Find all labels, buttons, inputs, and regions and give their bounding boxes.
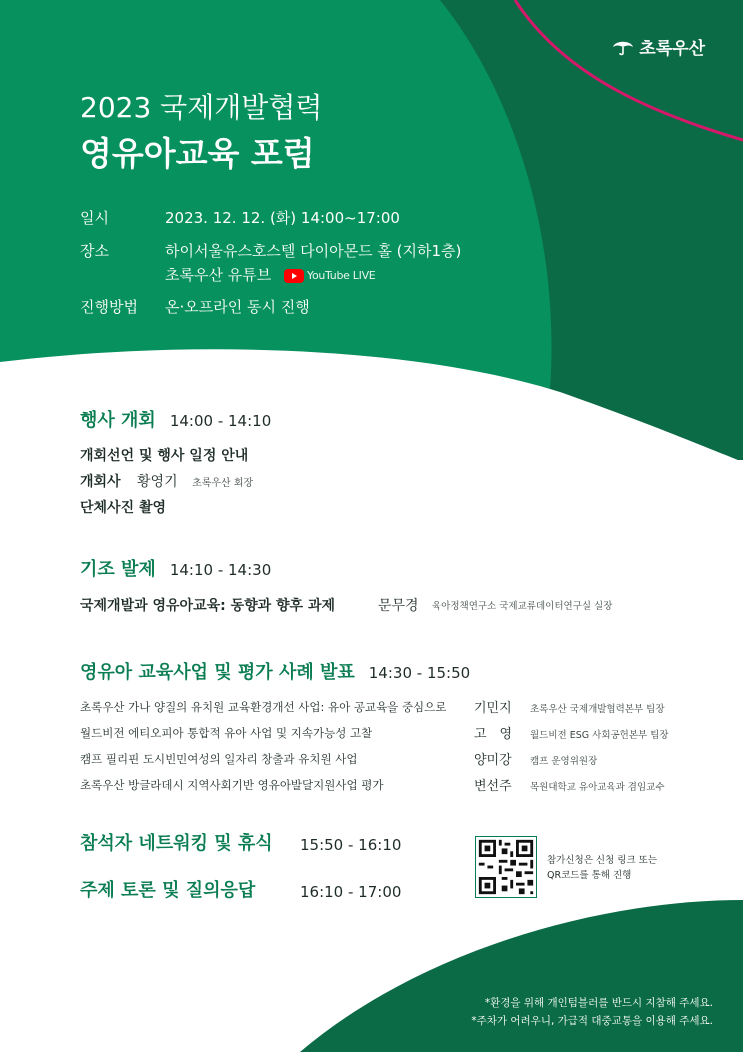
qr-note-line2: QR코드를 통해 진행 <box>547 870 632 881</box>
cases-time: 14:30 - 15:50 <box>368 664 471 682</box>
section-cases-title <box>80 658 470 684</box>
opening-item2 <box>80 471 253 491</box>
online-row <box>165 264 375 285</box>
opening-item1: 개회선언 및 행사 일정 안내 <box>80 448 249 464</box>
youtube-badge[interactable] <box>284 269 375 283</box>
date-value: 2023. 12. 12. (화) 14:00~17:00 <box>165 209 400 227</box>
opening-item3: 단체사진 촬영 <box>80 500 167 516</box>
opening-item2-label: 개회사 <box>80 474 121 490</box>
case-affiliation-4: 목원대학교 유아교육과 겸임교수 <box>530 782 665 793</box>
date-label: 일시 <box>80 209 109 227</box>
qr-note-line1: 참가신청은 신청 링크 또는 <box>547 855 658 866</box>
opening-title: 행사 개회 <box>80 410 156 431</box>
footer-note2: *주차가 어려우니, 가급적 대중교통을 이용해 주세요. <box>471 1015 713 1027</box>
case-topic-1: 초록우산 가나 양질의 유치원 교육환경개선 사업: 유아 공교육을 중심으로 <box>80 700 447 714</box>
networking-time: 15:50 - 16:10 <box>300 836 402 854</box>
title-line1: 2023 국제개발협력 <box>80 91 323 124</box>
keynote-title: 기조 발제 <box>80 559 156 580</box>
case-topic-3: 캠프 필리핀 도시빈민여성의 일자리 창출과 유치원 사업 <box>80 752 358 766</box>
brand-logo <box>612 34 705 59</box>
title-line2: 영유아교육 포럼 <box>80 134 315 173</box>
case-affiliation-3: 캠프 운영위원장 <box>530 756 598 767</box>
footer-note1: *환경을 위해 개인텀블러를 반드시 지참해 주세요. <box>484 997 713 1009</box>
method-value: 온·오프라인 동시 진행 <box>165 298 310 316</box>
section-opening-title <box>80 406 271 432</box>
umbrella-icon <box>612 38 634 56</box>
place-value: 하이서울유스호스텔 다이아몬드 홀 (지하1층) <box>165 242 462 260</box>
section-keynote-title <box>80 555 271 581</box>
logo-text: 초록우산 <box>639 39 705 59</box>
opening-item2-role: 초록우산 회장 <box>192 478 254 489</box>
keynote-affiliation: 육아정책연구소 국제교류데이터연구실 실장 <box>432 601 613 612</box>
case-topic-2: 월드비전 에티오피아 통합적 유아 사업 및 지속가능성 고찰 <box>80 726 373 740</box>
case-speaker-2: 고 영 <box>474 727 513 742</box>
case-speaker-4: 변선주 <box>474 779 512 794</box>
case-affiliation-2: 월드비전 ESG 사회공헌본부 팀장 <box>530 730 669 741</box>
qr-code-icon <box>476 837 536 897</box>
place-label: 장소 <box>80 242 109 260</box>
youtube-text: YouTube LIVE <box>306 269 376 282</box>
youtube-play-icon <box>284 269 304 283</box>
section-discussion-title: 주제 토론 및 질의응답 <box>80 880 256 901</box>
online-value: 초록우산 유튜브 <box>165 266 272 284</box>
case-speaker-1: 기민지 <box>474 701 512 716</box>
case-affiliation-1: 초록우산 국제개발협력본부 팀장 <box>530 704 665 715</box>
keynote-time: 14:10 - 14:30 <box>169 561 272 579</box>
keynote-topic: 국제개발과 영유아교육: 동향과 향후 과제 <box>80 598 336 614</box>
discussion-time: 16:10 - 17:00 <box>300 883 402 901</box>
case-topic-4: 초록우산 방글라데시 지역사회기반 영유아발달지원사업 평가 <box>80 778 384 792</box>
cases-title: 영유아 교육사업 및 평가 사례 발표 <box>80 662 355 683</box>
keynote-speaker: 문무경 <box>378 598 419 614</box>
method-label: 진행방법 <box>80 298 138 316</box>
opening-time: 14:00 - 14:10 <box>169 412 272 430</box>
opening-item2-name: 황영기 <box>137 474 178 490</box>
qr-code[interactable] <box>475 836 537 898</box>
section-networking-title: 참석자 네트워킹 및 휴식 <box>80 833 273 854</box>
case-speaker-3: 양미강 <box>474 753 512 768</box>
